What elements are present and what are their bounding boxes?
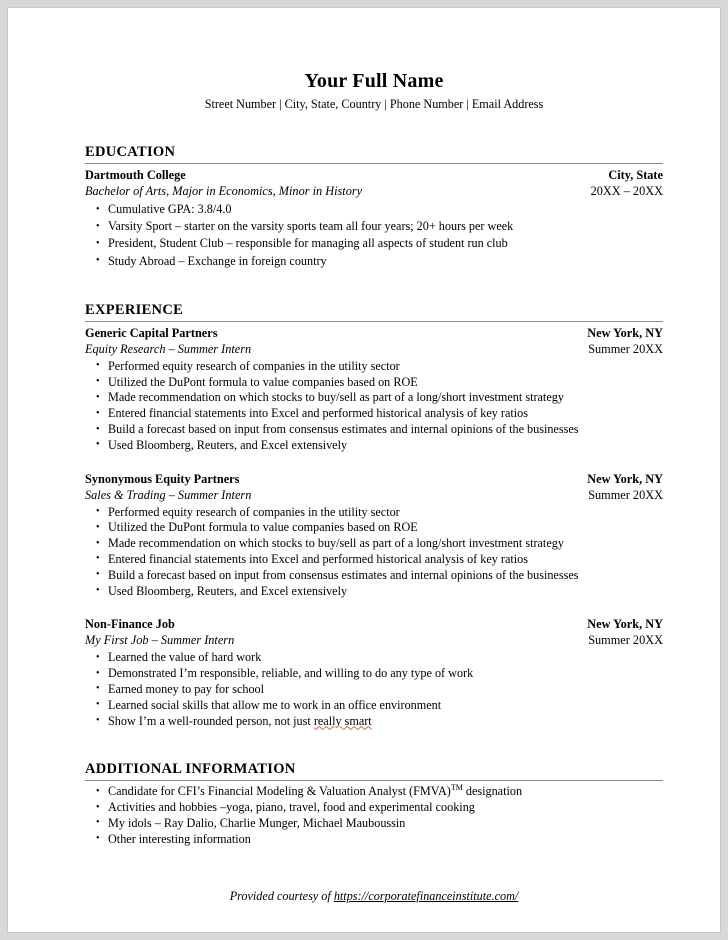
organization-location: New York, NY — [587, 325, 663, 340]
bullet-list — [85, 359, 663, 454]
list-item: • Varsity Sport – starter on the varsity sports team all four years; 20+ hours per week — [85, 218, 663, 235]
organization-location: City, State — [608, 168, 663, 182]
organization-location: New York, NY — [587, 617, 663, 632]
organization-name: Dartmouth College — [85, 168, 186, 182]
corporate-finance-institute-link[interactable]: https://corporatefinanceinstitute.com/ — [333, 888, 519, 903]
bullet-list — [85, 201, 663, 270]
organization-name: Non-Finance Job — [85, 617, 175, 632]
list-item: • Other interesting information — [85, 832, 663, 848]
list-item: • Made recommendation on which stocks to buy/sell as part of a long/short investment strategy — [85, 536, 663, 552]
bullet-list — [85, 505, 663, 600]
list-item: • Build a forecast based on input from consensus estimates and internal opinions of the businesses — [85, 422, 663, 438]
list-item: • Study Abroad – Exchange in foreign country — [85, 253, 663, 270]
list-item: • Performed equity research of companies in the utility sector — [85, 359, 663, 375]
trademark-superscript: TM — [450, 783, 463, 793]
entry-dates: Summer 20XX — [588, 487, 663, 502]
list-item: • Activities and hobbies –yoga, piano, travel, food and experimental cooking — [85, 800, 663, 816]
job-title: Sales & Trading – Summer Intern — [85, 487, 252, 502]
section-experience — [85, 302, 663, 730]
section-additional-information — [85, 761, 663, 847]
section-heading-education: EDUCATION — [85, 144, 176, 160]
entry-header-row — [85, 325, 663, 341]
bullet-list — [85, 784, 663, 847]
bullet-list — [85, 650, 663, 729]
section-heading-additional-information: ADDITIONAL INFORMATION — [85, 761, 296, 778]
list-item: • Entered financial statements into Excel and performed historical analysis of key ratios — [85, 406, 663, 422]
entry-subheader-row — [85, 341, 663, 357]
section-divider — [85, 780, 663, 781]
list-item: • Used Bloomberg, Reuters, and Excel extensively — [85, 584, 663, 600]
bullet-text-suffix: designation — [462, 784, 523, 799]
entry-header-row — [85, 616, 663, 632]
resume-page — [7, 7, 721, 933]
footer-prefix: Provided courtesy of — [229, 888, 334, 903]
list-item: • Entered financial statements into Excel and performed historical analysis of key ratios — [85, 552, 663, 568]
experience-entry — [85, 471, 663, 600]
education-entry — [85, 167, 663, 270]
list-item: • Utilized the DuPont formula to value companies based on ROE — [85, 375, 663, 391]
contact-line: Street Number | City, State, Country | Phone Number | Email Address — [204, 97, 544, 111]
bullet-text-prefix: Show I’m a well-rounded person, not just — [108, 713, 314, 728]
list-item: • Made recommendation on which stocks to buy/sell as part of a long/short investment strategy — [85, 390, 663, 406]
entry-dates: Summer 20XX — [588, 633, 663, 648]
list-item: • Build a forecast based on input from consensus estimates and internal opinions of the businesses — [85, 568, 663, 584]
spellcheck-flagged-text: really smart — [313, 713, 372, 728]
list-item: • Learned the value of hard work — [85, 650, 663, 666]
list-item: • Used Bloomberg, Reuters, and Excel extensively — [85, 438, 663, 454]
entry-subheader-row — [85, 632, 663, 648]
list-item: • President, Student Club – responsible for managing all aspects of student run club — [85, 235, 663, 252]
list-item: • Cumulative GPA: 3.8/4.0 — [85, 201, 663, 218]
job-title: Equity Research – Summer Intern — [85, 341, 252, 356]
list-item: • Demonstrated I’m responsible, reliable, and willing to do any type of work — [85, 666, 663, 682]
section-heading-experience: EXPERIENCE — [85, 301, 184, 318]
section-divider — [85, 321, 663, 322]
bullet-text-prefix: Candidate for CFI’s Financial Modeling & Valuation Analyst (FMVA) — [108, 784, 451, 799]
resume-header — [85, 69, 663, 112]
organization-name: Synonymous Equity Partners — [85, 471, 240, 486]
list-item-spellcheck — [85, 714, 663, 730]
organization-name: Generic Capital Partners — [85, 325, 218, 340]
list-item: • My idols – Ray Dalio, Charlie Munger, Michael Mauboussin — [85, 816, 663, 832]
list-item-certification — [85, 784, 663, 800]
entry-dates: 20XX – 20XX — [590, 184, 663, 198]
experience-entry — [85, 325, 663, 454]
list-item: • Utilized the DuPont formula to value companies based on ROE — [85, 520, 663, 536]
entry-subheader-row — [85, 183, 663, 199]
organization-location: New York, NY — [587, 471, 663, 486]
list-item: • Learned social skills that allow me to work in an office environment — [85, 698, 663, 714]
resume-content — [85, 8, 663, 904]
footer-credit — [85, 889, 663, 904]
experience-entry — [85, 616, 663, 729]
entry-subheader-row — [85, 487, 663, 503]
list-item: • Earned money to pay for school — [85, 682, 663, 698]
page-title: Your Full Name — [304, 70, 444, 92]
entry-header-row — [85, 167, 663, 183]
section-divider — [85, 163, 663, 164]
entry-header-row — [85, 471, 663, 487]
list-item: • Performed equity research of companies in the utility sector — [85, 505, 663, 521]
entry-dates: Summer 20XX — [588, 341, 663, 356]
job-title: My First Job – Summer Intern — [85, 633, 235, 648]
degree-title: Bachelor of Arts, Major in Economics, Minor in History — [85, 184, 363, 198]
section-education — [85, 144, 663, 270]
